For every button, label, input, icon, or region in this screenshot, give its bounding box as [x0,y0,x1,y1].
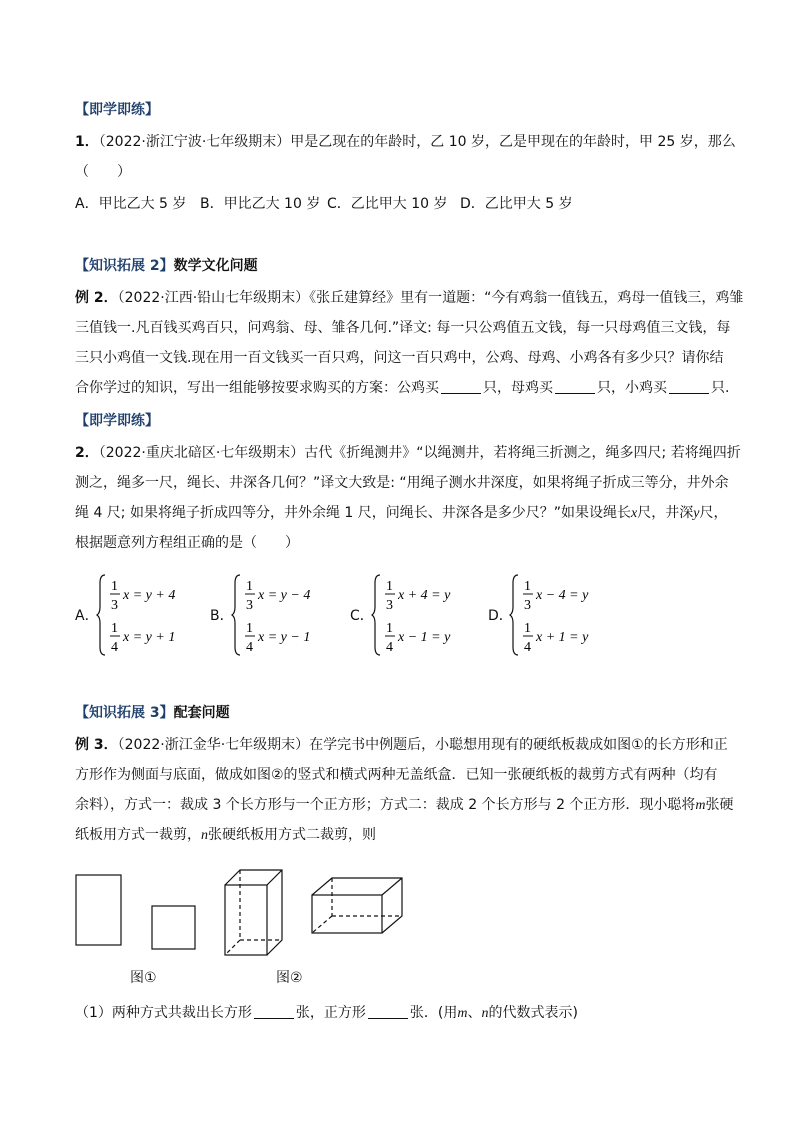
q2-option-b [210,573,340,657]
frac-den: 3 [111,598,118,613]
q2-option-b-system [232,573,362,657]
example-3-line-1 [75,735,728,755]
question-1-line-1 [75,132,736,152]
variable-m: m [695,798,706,813]
q1-option-b: B．甲比乙大 10 岁 [200,196,321,212]
q2-option-a-label: A． [75,608,99,624]
example-2-line-4 [75,378,729,398]
variable-n: n [481,1006,489,1021]
example-3-text-3: 余料），方式一：裁成 3 个长方形与一个正方形；方式二：裁成 2 个长方形与 2 个正方形．现小聪将 [75,797,696,813]
eq-d1: x − 4 = y [536,588,589,603]
sub-question-1-text-d: 、 [467,1005,482,1021]
q2-option-a-system [97,573,227,657]
figures-boxes [70,860,430,995]
q1-option-a: A．甲比乙大 5 岁 [75,196,187,212]
variable-y: y [693,506,700,521]
frac-den: 3 [386,598,393,613]
question-2-text-3b: 尺，井深 [637,505,694,521]
question-2-line-3 [75,503,727,524]
example-2-line-3: 三只小鸡值一文钱.现在用一百文钱买一百只鸡，问这一百只鸡中，公鸡、母鸡、小鸡各有多少只？请你结 [75,350,724,366]
rectangle-shape [76,875,121,945]
eq-b1: x = y − 4 [258,588,311,603]
sub-question-1-text-c: 张．(用 [409,1005,458,1021]
example-2-text-1: （2022·江西·铅山七年级期末）《张丘建算经》里有一道题：“今有鸡翁一值钱五，鸡母一值钱三，鸡雏 [117,290,744,306]
frac-num: 1 [111,579,118,594]
example-2-label: 例 2． [75,290,118,306]
extension-3-title: 配套问题 [173,705,230,721]
variable-n: n [201,828,208,843]
frac-num: 1 [246,621,253,636]
q1-option-c: C．乙比甲大 10 岁 [327,196,448,212]
frac-den: 4 [386,640,393,655]
question-1-number: 1． [75,134,99,150]
eq-a1: x = y + 4 [123,588,176,603]
variable-m: m [457,1006,468,1021]
extension-3-tag: 【知识拓展 3】 [75,705,174,721]
question-2-number: 2． [75,445,99,461]
example-2-line-1 [75,288,743,308]
frac-num: 1 [386,621,393,636]
eq-d2: x + 1 = y [536,630,589,645]
eq-c2: x − 1 = y [398,630,451,645]
frac-den: 3 [246,598,253,613]
example-3-text-4b: 张硬纸板用方式二裁剪，则 [208,827,376,843]
sub-question-1 [75,1003,578,1024]
example-3-label: 例 3． [75,737,118,753]
frac-den: 3 [524,598,531,613]
example-2-text-4d: 只. [711,380,730,396]
square-shape [152,906,195,949]
example-3-text-4a: 纸板用方式一裁剪， [75,827,201,843]
section-heading-practice-2: 【即学即练】 [75,413,159,429]
vertical-box-icon [225,870,282,955]
example-3-text-1: （2022·浙江金华·七年级期末）在学完书中例题后，小聪想用现有的硬纸板裁成如图①的长方形和正 [117,737,728,753]
horizontal-box-icon [312,878,402,933]
q2-option-c [350,573,480,657]
variable-x: x [631,506,638,521]
q2-option-d [488,573,618,657]
answer-blank-hen[interactable] [555,379,595,394]
sub-question-1-text-e: 的代数式表示) [488,1005,578,1021]
answer-blank-chick[interactable] [669,379,709,394]
q2-option-d-system [510,573,640,657]
answer-blank-rooster[interactable] [441,379,481,394]
extension-2-tag: 【知识拓展 2】 [75,258,174,274]
frac-num: 1 [386,579,393,594]
q2-option-c-label: C． [350,608,374,624]
frac-num: 1 [524,621,531,636]
answer-blank-rectangles[interactable] [254,1004,294,1019]
extension-3-heading [75,703,230,723]
answer-blank-squares[interactable] [368,1004,408,1019]
q2-option-b-label: B． [210,608,234,624]
question-2-line-1 [75,443,741,463]
eq-c1: x + 4 = y [398,588,451,603]
frac-num: 1 [111,621,118,636]
figure-1-caption: 图① [130,970,157,986]
question-2-text-3: 绳 4 尺; 如果将绳子折成四等分，井外余绳 1 尺，问绳长、井深各是多少尺？”如果设绳长 [75,505,632,521]
example-3-line-3 [75,795,734,816]
example-3-text-3b: 张硬 [705,797,734,813]
question-2-line-4: 根据题意列方程组正确的是（ ） [75,535,299,551]
q2-option-c-system [372,573,502,657]
extension-2-heading [75,256,258,276]
frac-den: 4 [111,640,118,655]
frac-num: 1 [524,579,531,594]
example-3-line-2: 方形作为侧面与底面，做成如图②的竖式和横式两种无盖纸盒．已知一张硬纸板的裁剪方式有两种（均有 [75,767,718,783]
example-3-line-4 [75,825,376,846]
example-2-text-4a: 合你学过的知识，写出一组能够按要求购买的方案：公鸡买 [75,380,439,396]
eq-b2: x = y − 1 [258,630,311,645]
frac-den: 4 [246,640,253,655]
eq-a2: x = y + 1 [123,630,176,645]
q2-option-d-label: D． [488,608,513,624]
example-2-text-4c: 只，小鸡买 [597,380,667,396]
question-2-line-2: 测之，绳多一尺，绳长、井深各几何？”译文大致是: “用绳子测水井深度，如果将绳子折成三等分，井外余 [75,475,729,491]
q1-option-d: D．乙比甲大 5 岁 [460,196,573,212]
sub-question-1-text-a: （1）两种方式共裁出长方形 [75,1005,252,1021]
question-2-text-3c: 尺， [699,505,728,521]
question-1-answer-bracket: （ ） [75,164,131,180]
q2-option-a [75,573,205,657]
example-2-text-4b: 只，母鸡买 [483,380,553,396]
frac-num: 1 [246,579,253,594]
question-2-text-1: （2022·重庆北碚区·七年级期末）古代《折绳测井》“以绳测井，若将绳三折测之，绳多四尺; 若将绳四折 [98,445,741,461]
sub-question-1-text-b: 张，正方形 [295,1005,366,1021]
section-heading-practice-1: 【即学即练】 [75,102,159,118]
example-2-line-2: 三值钱一.凡百钱买鸡百只，问鸡翁、母、雏各几何.”译文: 每一只公鸡值五文钱，每一只母鸡值三文钱，每 [75,320,731,336]
frac-den: 4 [524,640,531,655]
extension-2-title: 数学文化问题 [173,258,258,274]
figure-2-caption: 图② [276,970,303,986]
question-1-text: （2022·浙江宁波·七年级期末）甲是乙现在的年龄时，乙 10 岁，乙是甲现在的年龄时，甲 25 岁，那么 [98,134,736,150]
